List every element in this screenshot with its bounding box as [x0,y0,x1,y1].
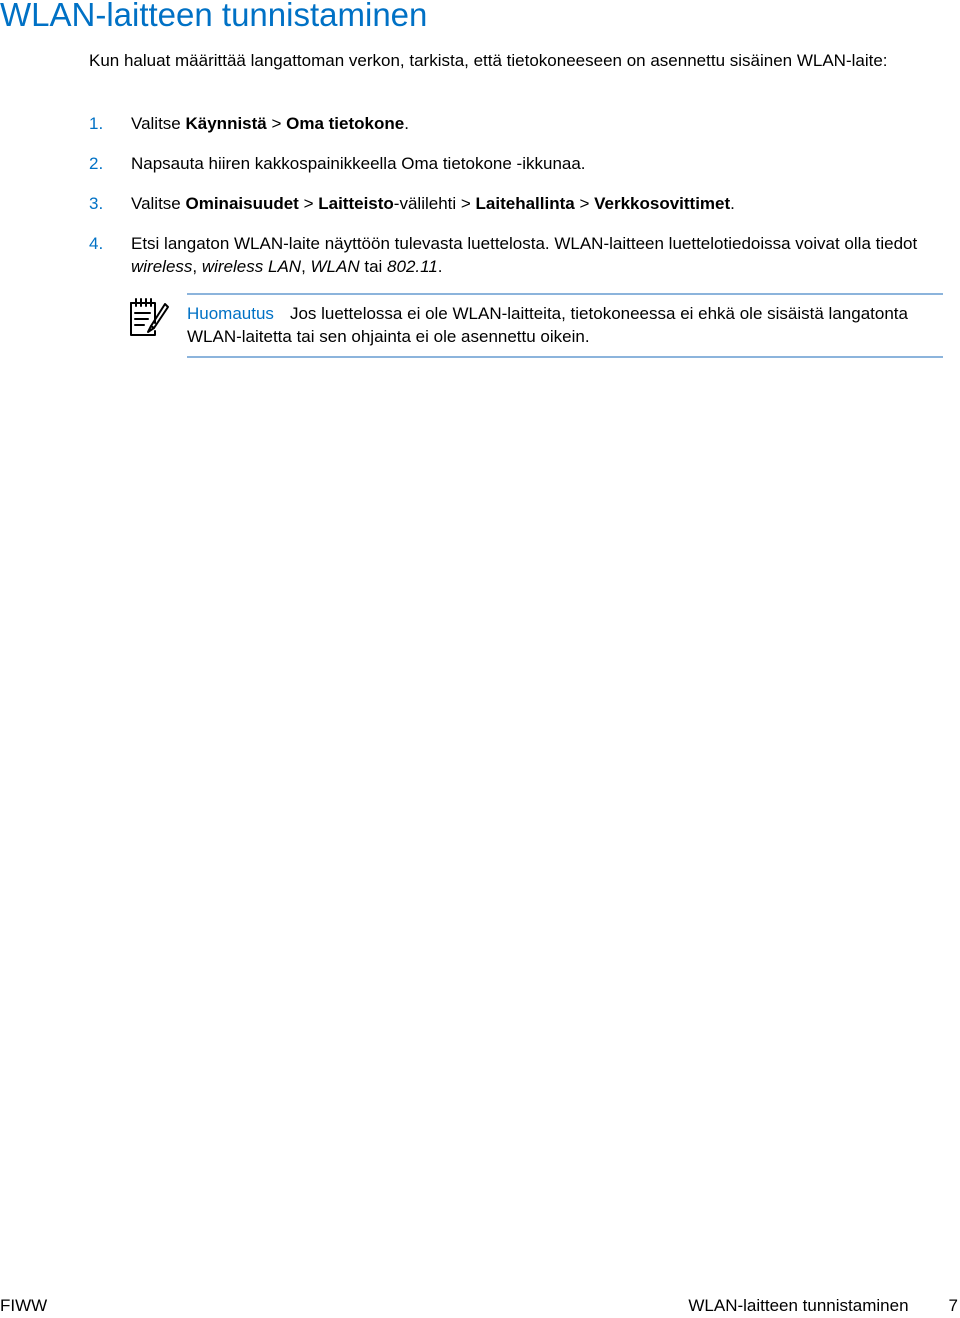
menu-path-properties: Ominaisuudet [185,194,299,213]
step-text: Napsauta hiiren kakkospainikkeella Oma tietokone -ikkunaa. [131,154,586,173]
note-pad-icon [128,295,170,339]
footer-section-title: WLAN-laitteen tunnistaminen [688,1296,909,1315]
intro-paragraph: Kun haluat määrittää langattoman verkon, tarkista, että tietokoneeseen on asennettu sisäinen WLAN-laite: [89,51,888,70]
list-item [89,112,949,135]
step-text: Valitse Käynnistä > Oma tietokone. [131,114,409,133]
note-text [187,293,943,358]
list-item [89,232,949,278]
note-box [128,293,943,357]
menu-path-my-computer: Oma tietokone [286,114,405,133]
step-number: 1. [89,114,104,133]
menu-path-network-adapters: Verkkosovittimet [594,194,731,213]
step-text: Etsi langaton WLAN-laite näyttöön tulevasta luettelosta. WLAN-laitteen luettelotiedoissa voivat olla tiedot wireless, wireless LAN, WLAN tai 802.11. [131,234,918,276]
note-label: Huomautus [187,304,274,323]
steps-list [89,112,949,295]
step-text: Valitse Ominaisuudet > Laitteisto-välilehti > Laitehallinta > Verkkosovittimet. [131,194,735,213]
note-content: Jos luettelossa ei ole WLAN-laitteita, tietokoneessa ei ehkä ole sisäistä langatonta WLAN-laitetta tai sen ohjainta ei ole asennettu oikein. [187,304,908,346]
menu-path-start: Käynnistä [185,114,267,133]
list-item [89,192,949,215]
step-number: 4. [89,234,104,253]
page-title: WLAN-laitteen tunnistaminen [0,0,428,33]
list-item [89,152,949,175]
page-number: 7 [948,1296,958,1315]
menu-path-device-manager: Laitehallinta [475,194,575,213]
menu-path-hardware: Laitteisto [318,194,394,213]
footer-left: FIWW [0,1296,48,1315]
footer-right [688,1296,958,1316]
step-number: 3. [89,194,104,213]
step-number: 2. [89,154,104,173]
